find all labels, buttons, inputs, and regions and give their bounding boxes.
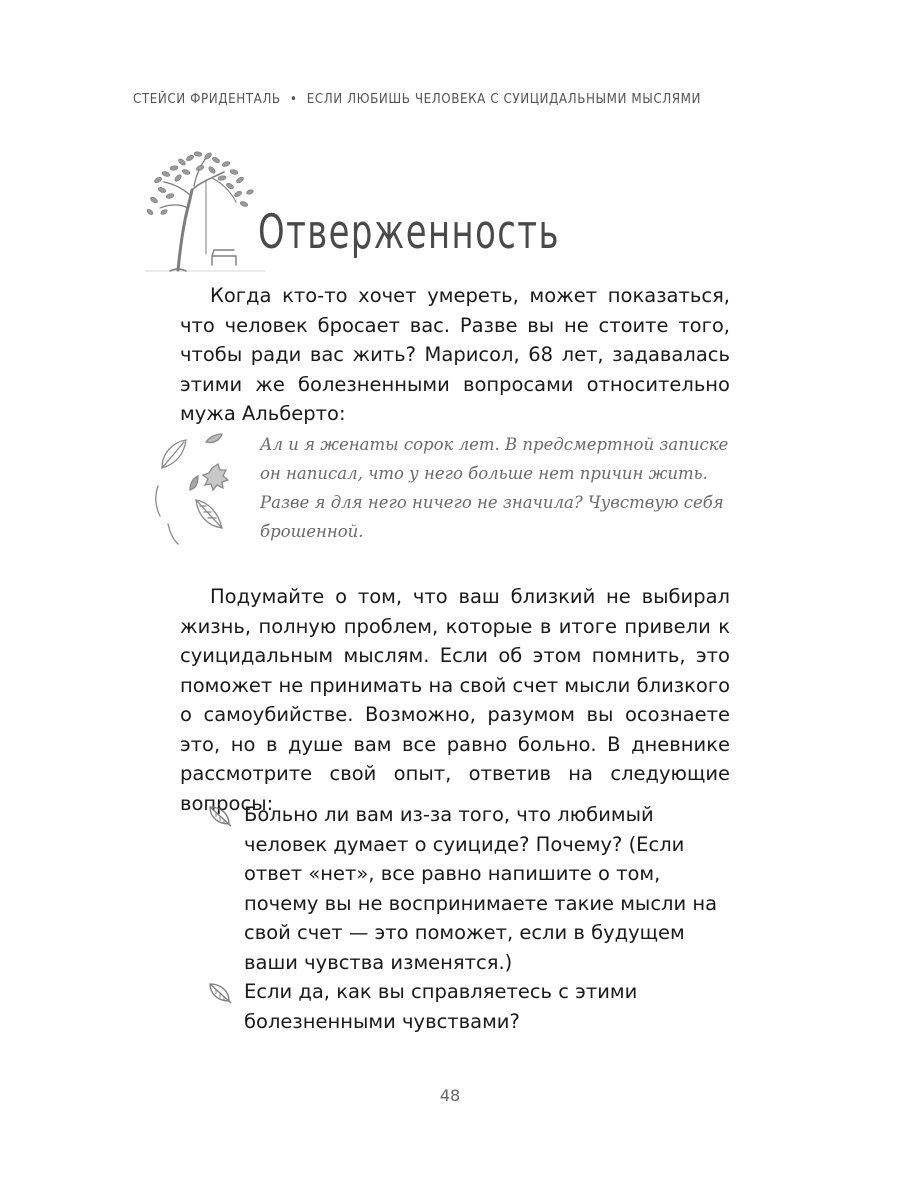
leaf-bullet-icon: [207, 804, 233, 828]
intro-paragraph: Когда кто-то хочет умереть, может показаться, что человек бросает вас. Разве вы не стоите того, чтобы ради вас жить? Марисол, 68 лет, задавалась этими же болезненными вопросами относительно мужа Альберто:: [180, 284, 730, 425]
reflection-paragraph: Подумайте о том, что ваш близкий не выбирал жизнь, полную проблем, которые в итоге привели к суицидальным мыслям. Если об этом помнить, это поможет не принимать на свой счет мысли близкого о самоубийстве. Возможно, разумом вы осознаете это, но в душе вам все равно больно. В дневнике рассмотрите свой опыт, ответив на следующие вопросы:: [180, 585, 730, 815]
header-author: СТЕЙСИ ФРИДЕНТАЛЬ: [133, 92, 281, 107]
tree-bench-illustration: [140, 150, 270, 275]
list-item: [207, 977, 730, 1036]
chapter-title: Отверженность: [258, 205, 560, 260]
running-header: [133, 92, 701, 107]
journal-questions-list: [207, 800, 730, 1036]
list-item: [207, 800, 730, 977]
header-book-title: ЕСЛИ ЛЮБИШЬ ЧЕЛОВЕКА С СУИЦИДАЛЬНЫМИ МЫСЛЯМИ: [306, 92, 701, 107]
question-text: Если да, как вы справляетесь с этими болезненными чувствами?: [244, 980, 638, 1033]
header-separator: •: [289, 92, 298, 107]
question-text: Больно ли вам из-за того, что любимый человек думает о суициде? Почему? (Если ответ «нет», все равно напишите о том, почему вы не воспринимаете такие мысли на свой счет — это поможет, если в будущем ваши чувства изменятся.): [244, 803, 718, 974]
quote-marisol: Ал и я женаты сорок лет. В предсмертной записке он написал, что у него больше нет причин жить. Разве я для него ничего не значила? Чувствую себя брошенной.: [260, 435, 729, 541]
falling-leaves-illustration: [150, 428, 250, 548]
page-number: 48: [439, 1086, 461, 1105]
leaf-bullet-icon: [207, 981, 233, 1005]
